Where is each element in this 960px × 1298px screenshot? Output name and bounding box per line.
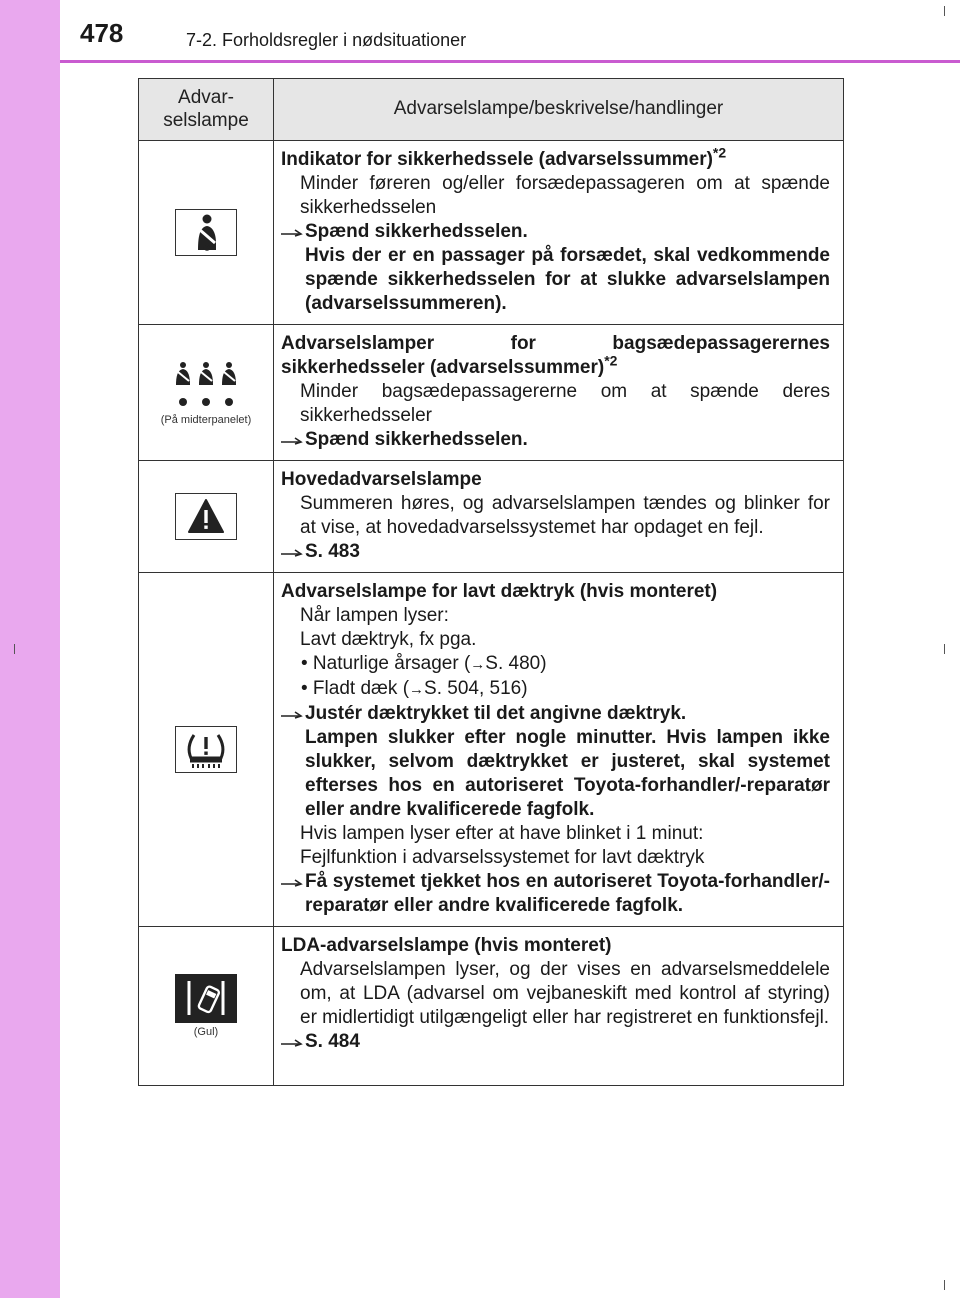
tire-pressure-warning-icon	[175, 726, 237, 773]
icon-cell	[139, 927, 274, 1086]
row-description: Lavt dæktryk, fx pga.	[300, 629, 477, 650]
seatbelt-warning-icon	[175, 209, 237, 256]
action-item	[281, 428, 830, 452]
icon-cell	[139, 141, 274, 325]
arrow-icon	[281, 702, 305, 822]
action-text: Spænd sikkerhedsselen.	[305, 221, 528, 242]
bullet-text: • Fladt dæk (	[301, 678, 410, 699]
rear-seatbelt-warning-icon	[171, 359, 241, 411]
warning-lights-table	[138, 78, 844, 1086]
action-item	[281, 220, 830, 316]
crop-mark	[944, 6, 945, 16]
action-text: Få systemet tjekket hos en autoriseret Toyota-forhandler/-reparatør eller andre kvalificerede fagfolk.	[305, 871, 830, 916]
table-row	[139, 325, 844, 461]
action-item	[281, 702, 830, 822]
table-row	[139, 927, 844, 1086]
row-description: Advarselslampen lyser, og der vises en advarselsmeddelele om, at LDA (advarsel om vejbaneskift med kontrol af styring) er midlertidigt utilgængeligt eller har registreret en funktionsfejl.	[300, 959, 830, 1028]
chapter-side-tab	[0, 0, 60, 1298]
table-row	[139, 573, 844, 927]
crop-mark	[944, 644, 945, 654]
crop-mark	[944, 1280, 945, 1290]
icon-cell	[139, 325, 274, 461]
icon-cell	[139, 461, 274, 573]
row-description: Når lampen lyser:	[300, 605, 449, 626]
row-description: Summeren høres, og advarselslampen tændes og blinker for at vise, at hovedadvarselssystemet har opdaget en fejl.	[300, 493, 830, 538]
arrow-icon	[281, 540, 305, 564]
bullet-item	[281, 652, 830, 677]
arrow-icon	[281, 1030, 305, 1054]
icon-caption: (Gul)	[193, 1026, 219, 1038]
description-cell	[274, 141, 844, 325]
page-reference: S. 504, 516)	[424, 678, 528, 699]
action-text: S. 484	[305, 1031, 360, 1052]
row-description: Hvis lampen lyser efter at have blinket i 1 minut:	[300, 823, 704, 844]
description-cell	[274, 573, 844, 927]
footnote-mark: *2	[712, 144, 727, 161]
action-continuation: Lampen slukker efter nogle minutter. Hvis lampen ikke slukker, selvom dæktrykket er justeret, skal systemet efterses hos en autoriseret Toyota-forhandler/-reparatør eller andre kvalificerede fagfolk.	[305, 727, 830, 820]
arrow-icon: →	[409, 681, 425, 698]
icon-cell	[139, 573, 274, 927]
description-cell	[274, 325, 844, 461]
action-item	[281, 540, 830, 564]
action-text: S. 483	[305, 541, 360, 562]
action-text: Spænd sikkerhedsselen.	[305, 429, 528, 450]
row-title: LDA-advarselslampe (hvis monteret)	[281, 935, 612, 956]
crop-mark	[14, 644, 15, 654]
lda-warning-icon	[175, 974, 237, 1023]
row-title: Hovedadvarselslampe	[281, 469, 482, 490]
row-title: Indikator for sikkerhedssele (advarselssummer)	[281, 149, 713, 170]
section-title: 7-2. Forholdsregler i nødsituationer	[186, 30, 467, 50]
bullet-text: • Naturlige årsager (	[301, 653, 471, 674]
row-description: Fejlfunktion i advarselssystemet for lavt dæktryk	[300, 847, 705, 868]
bullet-item	[281, 677, 830, 702]
row-description: Minder føreren og/eller forsædepassageren om at spænde sikkerhedsselen	[300, 173, 830, 218]
col-header-lamp: Advar- selslampe	[139, 79, 274, 141]
description-cell	[274, 927, 844, 1086]
header-rule	[60, 60, 960, 63]
page-reference: S. 480)	[485, 653, 547, 674]
arrow-icon: →	[470, 656, 486, 673]
table-header-row	[139, 79, 844, 141]
footnote-mark: *2	[604, 352, 618, 369]
arrow-icon	[281, 428, 305, 452]
action-item	[281, 870, 830, 918]
row-description: Minder bagsædepassagererne om at spænde deres sikkerhedsseler	[300, 381, 830, 426]
table-row	[139, 461, 844, 573]
arrow-icon	[281, 220, 305, 316]
icon-caption: (På midterpanelet)	[160, 414, 252, 426]
action-text: Justér dæktrykket til det angivne dæktryk.	[305, 703, 687, 724]
col-header-description: Advarselslampe/beskrivelse/handlinger	[274, 79, 844, 141]
page-number: 478	[80, 18, 124, 48]
row-title: Advarselslamper for bagsædepassagerernes sikkerhedsseler (advarselssummer)	[281, 333, 830, 378]
action-item	[281, 1030, 830, 1054]
table-row	[139, 141, 844, 325]
master-warning-icon	[175, 493, 237, 540]
action-continuation: Hvis der er en passager på forsædet, skal vedkommende spænde sikkerhedsselen for at slukke advarselslampen (advarselssummeren).	[305, 245, 830, 314]
row-title: Advarselslampe for lavt dæktryk (hvis monteret)	[281, 581, 718, 602]
description-cell	[274, 461, 844, 573]
arrow-icon	[281, 870, 305, 918]
